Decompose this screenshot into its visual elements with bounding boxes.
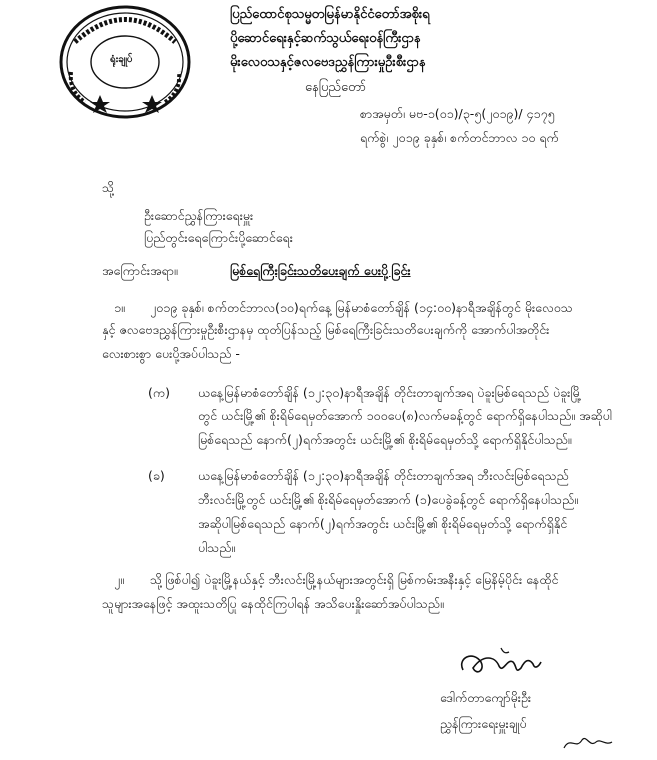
item-kha-line: ဘီးလင်းမြို့တွင် ယင်းမြို့၏ စိုးရိမ်ရေမှတ်အောက် (၁)ပေခွဲခန့်တွင် ရောက်ရှိနေပါသည်။	[198, 492, 579, 507]
recipient-line-1: ဦးဆောင်ညွှန်ကြားရေးမှူး	[144, 208, 254, 223]
item-ka-line: တွင် ယင်းမြို့၏ စိုးရိမ်ရေမှတ်အောက် ၁၀၀ပေ(၈)လက်မခန့်တွင် ရောက်ရှိနေပါသည်။ အဆိုပါ	[198, 408, 612, 423]
signatory-name: ဒေါက်တာကျော်မိုးဦး	[440, 690, 532, 705]
item-ka-line: ယနေ့မြန်မာစံတော်ချိန် (၁၂:၃၀)နာရီအချိန် တိုင်းတာချက်အရ ပဲခူးမြစ်ရေသည် ပဲခူးမြို့	[198, 385, 582, 400]
handwritten-signature	[455, 640, 545, 685]
subject-text: မြစ်ရေကြီးခြင်းသတိပေးချက် ပေးပို့ခြင်း	[230, 263, 411, 278]
signatory-title: ညွှန်ကြားရေးမှူးချုပ်	[440, 716, 527, 731]
initials-icon	[560, 730, 620, 755]
item-kha-line: ယနေ့မြန်မာစံတော်ချိန် (၁၂:၃၀)နာရီအချိန် တိုင်းတာချက်အရ ဘီးလင်းမြစ်ရေသည်	[198, 468, 569, 483]
seal-center-text: ရုံးချုပ်	[110, 54, 133, 65]
paragraph-1-number: ၁။	[114, 300, 125, 315]
item-kha-line: အဆိုပါမြစ်ရေသည် နောက်(၂)ရက်အတွင်း ယင်းမြို့၏ စိုးရိမ်ရေမှတ်သို့ ရောက်ရှိနိုင်	[198, 516, 568, 531]
paragraph-2-number: ၂။	[114, 572, 124, 587]
item-kha-marker: (ခ)	[148, 468, 165, 483]
reference-number: စာအမှတ်၊ မဗ-၁(၀၁)/၃-၅(၂၀၁၉)/ ၄၁၇၅	[360, 106, 555, 121]
recipient-line-2: ပြည်တွင်းရေကြောင်းပို့ဆောင်ရေး	[144, 230, 293, 245]
letterhead-line-4: နေပြည်တော်	[305, 80, 367, 95]
reference-date: ရက်စွဲ၊ ၂၀၁၉ ခုနှစ်၊ စက်တင်ဘာလ ၁၀ ရက်	[360, 130, 559, 145]
recipient-to: သို့	[102, 180, 115, 195]
subject-label: အကြောင်းအရာ။	[102, 263, 178, 278]
item-ka-marker: (က)	[148, 385, 170, 400]
letterhead-line-1: ပြည်ထောင်စုသမ္မတမြန်မာနိုင်ငံတော်အစိုးရ	[230, 7, 430, 22]
letterhead-line-3: မိုးလေဝသနှင့်ဇလဗေဒညွှန်ကြားမှုဦးစီးဌာန	[230, 55, 426, 70]
letterhead-line-2: ပို့ဆောင်ရေးနှင့်ဆက်သွယ်ရေးဝန်ကြီးဌာန	[230, 31, 421, 46]
paragraph-1-line: နှင့် ဇလဗေဒညွှန်ကြားမှုဦးစီးဌာနမှ ထုတ်ပြန်သည့် မြစ်ရေကြီးခြင်းသတိပေးချက်ကို အောက်ပါအတိုင်း	[102, 322, 550, 337]
item-kha-line: ပါသည်။	[198, 540, 236, 555]
paragraph-2-line: သူများအနေဖြင့် အထူးသတိပြု နေထိုင်ကြပါရန် အသိပေးနှိုးဆော်အပ်ပါသည်။	[102, 596, 444, 611]
paragraph-2-line: သို့ဖြစ်ပါ၍ ပဲခူးမြို့နယ်နှင့် ဘီးလင်းမြို့နယ်များအတွင်းရှိ မြစ်ကမ်းအနီးနှင့် မြေနိမ့်ပိုင်း နေထိုင်	[150, 572, 559, 587]
paragraph-1-line: လေးစားစွာ ပေးပို့အပ်ပါသည် -	[102, 346, 240, 361]
item-ka-line: မြစ်ရေသည် နောက်(၂)ရက်အတွင်း ယင်းမြို့၏ စိုးရိမ်ရေမှတ်သို့ ရောက်ရှိနိုင်ပါသည်။	[198, 432, 572, 447]
paragraph-1-line: ၂၀၁၉ ခုနှစ်၊ စက်တင်ဘာလ(၁၀)ရက်နေ့ မြန်မာစံတော်ချိန် (၁၄:၀၀)နာရီအချိန်တွင် မိုးလေဝသ	[150, 300, 573, 315]
